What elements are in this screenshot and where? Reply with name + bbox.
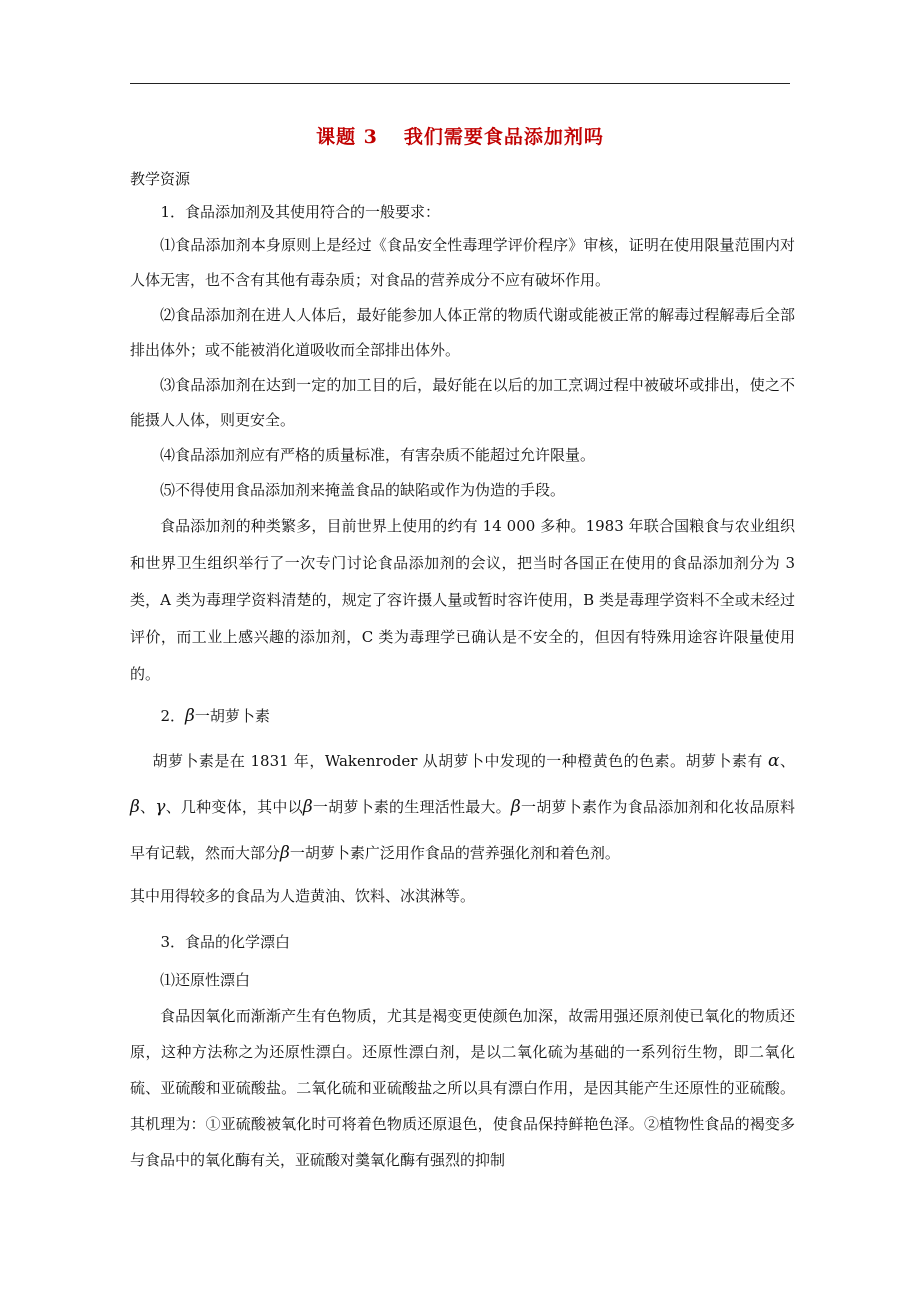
alpha-symbol: α [768,751,780,771]
s2-paragraph [130,738,795,876]
lesson-number: 课题 3 [316,126,378,148]
s3-heading: 3．食品的化学漂白 [160,933,291,951]
s2-text-6: 其中用得较多的食品为人造黄油、饮料、冰淇淋等。 [130,887,476,905]
separator: 、 [779,752,795,770]
s1-heading: 1．食品添加剂及其使用符合的一般要求： [160,203,441,221]
s2-text-4: 一胡萝卜素作为食品添加剂和化妆品原料早有记载，然而大部分 [130,798,795,862]
lesson-title: 我们需要食品添加剂吗 [403,126,604,148]
s2-text-5: 一胡萝卜素广泛用作食品的营养强化剂和着色剂。 [289,844,620,862]
s2-text-1: 胡萝卜素是在 1831 年，Wakenroder 从胡萝卜中发现的一种橙黄色的色素。胡萝卜素有 [152,752,763,770]
beta-symbol: β [510,797,521,817]
s2-text-3: 一胡萝卜素的生理活性最大。 [312,798,511,816]
s1-item-2: ⑵食品添加剂在进人人体后，最好能参加人体正常的物质代谢或能被正常的解毒过程解毒后全部排出体外；或不能被消化道吸收而全部排出体外。 [130,306,795,359]
s2-heading [138,705,795,728]
beta-symbol: β [130,797,140,817]
document-body [130,168,795,1178]
s1-item-5: ⑸不得使用食品添加剂来掩盖食品的缺陷或作为伪造的手段。 [160,481,566,499]
s1-paragraph: 食品添加剂的种类繁多，目前世界上使用的约有 14 000 多种。1983 年联合国粮食与农业组织和世界卫生组织举行了一次专门讨论食品添加剂的会议，把当时各国正在使用的食品添加剂分为 3 类，A 类为毒理学资料清楚的，规定了容许摄人量或暂时容许使用，B 类是毒理学资料不全或未经过评价，而工业上感兴趣的添加剂，C 类为毒理学已确认是不安全的，但因有特殊用途容许限量使用的。 [130,517,795,683]
beta-symbol: β [302,797,313,817]
s1-item-1: ⑴食品添加剂本身原则上是经过《食品安全性毒理学评价程序》审核，证明在使用限量范围内对人体无害，也不含有其他有毒杂质；对食品的营养成分不应有破坏作用。 [130,236,795,289]
header-rule [130,83,790,84]
s2-heading-number: 2． [160,707,186,725]
s2-heading-text: 一胡萝卜素 [194,707,270,725]
s1-item-4: ⑷食品添加剂应有严格的质量标准，有害杂质不能超过允许限量。 [160,446,596,464]
section-label: 教学资源 [130,170,191,188]
s3-paragraph: 食品因氧化而渐渐产生有色物质，尤其是褐变更使颜色加深，故需用强还原剂使已氧化的物质还原，这种方法称之为还原性漂白。还原性漂白剂，是以二氧化硫为基础的一系列衍生物，即二氧化硫、亚硫酸和亚硫酸盐。二氧化硫和亚硫酸盐之所以具有漂白作用，是因其能产生还原性的亚硫酸。其机理为：①亚硫酸被氧化时可将着色物质还原退色，使食品保持鲜艳色泽。②植物性食品的褐变多与食品中的氧化酶有关，亚硫酸对羹氧化酶有强烈的抑制 [130,1007,795,1169]
page-title [0,122,920,149]
s2-text-2: 、几种变体，其中以 [165,798,303,816]
beta-symbol: β [280,843,290,863]
beta-symbol: β [185,706,195,726]
s1-item-3: ⑶食品添加剂在达到一定的加工目的后，最好能在以后的加工烹调过程中被破坏或排出，使之不能摄人人体，则更安全。 [130,376,795,429]
separator: 、 [139,798,156,816]
gamma-symbol: γ [155,797,166,817]
s3-subheading: ⑴还原性漂白 [160,971,251,989]
